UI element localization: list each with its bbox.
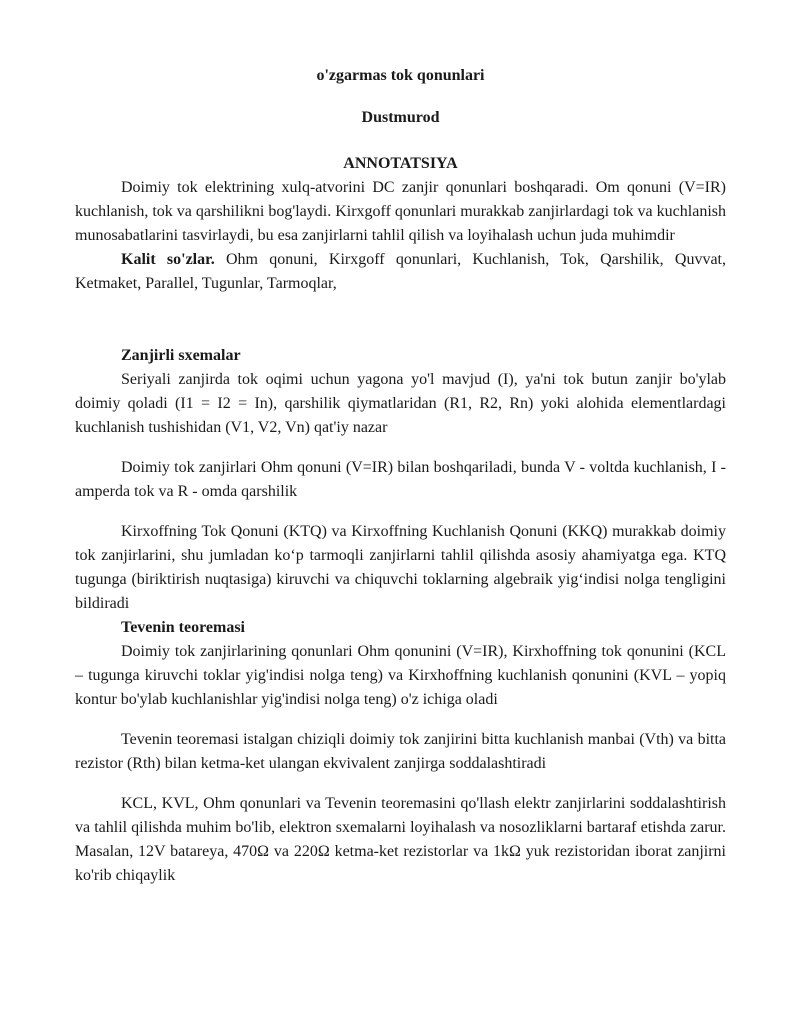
section1-paragraph-2: Doimiy tok zanjirlari Ohm qonuni (V=IR) bilan boshqariladi, bunda V - voltda kuchlanish, I - amperda tok va R - omda qarshilik — [75, 459, 726, 500]
section-heading-zanjirli-sxemalar: Zanjirli sxemalar — [121, 347, 241, 364]
keywords-paragraph — [75, 248, 726, 296]
annotation-heading: ANNOTATSIYA — [343, 155, 458, 172]
keywords-text: Ohm qonuni, Kirxgoff qonunlari, Kuchlanish, Tok, Qarshilik, Quvvat, Ketmaket, Parallel, Tugunlar, Tarmoqlar, — [75, 251, 727, 292]
document-author: Dustmurod — [361, 109, 440, 126]
keywords-label: Kalit so'zlar. — [121, 251, 215, 268]
section-heading-tevenin-teoremasi: Tevenin teoremasi — [121, 619, 245, 636]
section1-paragraph-3: Kirxoffning Tok Qonuni (KTQ) va Kirxoffning Kuchlanish Qonuni (KKQ) murakkab doimiy tok zanjirlarini, shu jumladan ko‘p tarmoqli zanjirlarni tahlil qilishda asosiy ahamiyatga ega. KTQ tugunga (biriktirish nuqtasiga) kiruvchi va chiquvchi toklarning algebraik yig‘indisi nolga tengligini bildiradi — [75, 523, 726, 612]
document-page — [75, 64, 726, 888]
section2-paragraph-1: Doimiy tok zanjirlarining qonunlari Ohm qonunini (V=IR), Kirxhoffning tok qonunini (KCL – tugunga kiruvchi toklar yig'indisi nolga teng) va Kirxhoffning kuchlanish qonunini (KVL – yopiq kontur bo'ylab kuchlanishlar yig'indisi nolga teng) o'z ichiga oladi — [75, 643, 726, 708]
section2-paragraph-3: KCL, KVL, Ohm qonunlari va Tevenin teoremasini qo'llash elektr zanjirlarini soddalashtirish va tahlil qilishda muhim bo'lib, elektron sxemalarni loyihalash va nosozliklarni bartaraf etishda zarur. Masalan, 12V batareya, 470Ω va 220Ω ketma-ket rezistorlar va 1kΩ yuk rezistoridan iborat zanjirni ko'rib chiqaylik — [75, 795, 726, 884]
section1-paragraph-1: Seriyali zanjirda tok oqimi uchun yagona yo'l mavjud (I), ya'ni tok butun zanjir bo'ylab doimiy qoladi (I1 = I2 = In), qarshilik qiymatlaridan (R1, R2, Rn) yoki alohida elementlardagi kuchlanish tushishidan (V1, V2, Vn) qat'iy nazar — [75, 371, 726, 436]
annotation-paragraph: Doimiy tok elektrining xulq-atvorini DC zanjir qonunlari boshqaradi. Om qonuni (V=IR) kuchlanish, tok va qarshilikni bog'laydi. Kirxgoff qonunlari murakkab zanjirlardagi tok va kuchlanish munosabatlarini tasvirlaydi, bu esa zanjirlarni tahlil qilish va loyihalash uchun juda muhimdir — [75, 179, 726, 244]
document-title: o'zgarmas tok qonunlari — [316, 67, 485, 84]
section2-paragraph-2: Tevenin teoremasi istalgan chiziqli doimiy tok zanjirini bitta kuchlanish manbai (Vth) va bitta rezistor (Rth) bilan ketma-ket ulangan ekvivalent zanjirga soddalashtiradi — [75, 731, 726, 772]
